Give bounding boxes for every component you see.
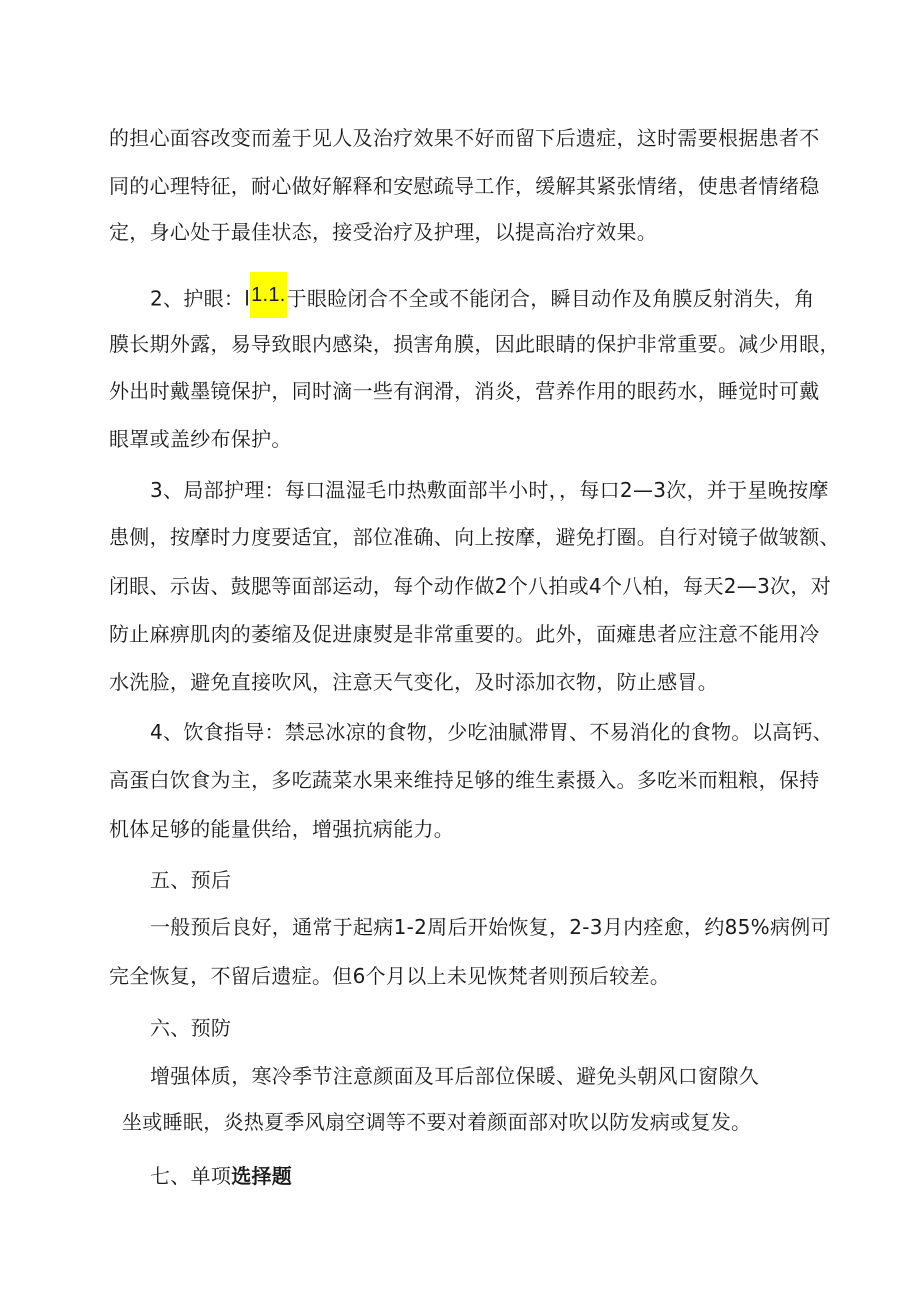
eye-care-line-4: 眼罩或盖纱布保护。 xyxy=(109,427,292,451)
local-care-line-1: 3、局部护理：每口温湿毛巾热敷面部半小时，，每口2—3次，并于星晚按摩 xyxy=(150,478,829,502)
eye-care-line-2: 膜长期外露，易导致眼内感染，损害角膜，因此眼睛的保护非常重要。减少用眼， xyxy=(109,332,840,356)
prevention-line-1: 增强体质，寒冷季节注意颜面及耳后部位保暖、避免头朝风口窗隙久 xyxy=(150,1064,759,1088)
diet-line-3: 机体足够的能量供给，增强抗病能力。 xyxy=(109,817,455,841)
local-care-line-2: 患侧，按摩时力度要适宜，部位准确、向上按摩，避免打圈。自行对镜子做皱额、 xyxy=(109,525,840,549)
quiz-heading-bold: 选择题 xyxy=(231,1164,293,1188)
prognosis-line-1: 一般预后良好，通常于起病1-2周后开始恢复，2-3月内痊愈，约85%病例可 xyxy=(150,915,831,939)
local-care-line-5: 水洗脸，避免直接吹风，注意天气变化，及时添加衣物，防止感冒。 xyxy=(109,670,718,694)
local-care-line-3: 闭眼、示齿、鼓腮等面部运动，每个动作做2个八拍或4个八柏，每天2—3次，对 xyxy=(109,574,831,598)
prevention-heading: 六、预防 xyxy=(150,1016,232,1040)
eye-care-marker: l xyxy=(244,286,251,311)
prognosis-line-2: 完全恢复，不留后遗症。但6个月以上未见恢梵者则预后较差。 xyxy=(109,964,671,988)
diet-line-2: 高蛋白饮食为主，多吃蔬菜水果来维持足够的维生素摄入。多吃米而粗粮，保持 xyxy=(109,768,820,792)
prognosis-heading: 五、预后 xyxy=(150,868,232,892)
prevention-line-2: 坐或睡眠，炎热夏季风扇空调等不要对着颜面部对吹以防发病或复发。 xyxy=(122,1110,752,1134)
quiz-heading xyxy=(150,1162,292,1190)
quiz-heading-prefix: 七、单项 xyxy=(150,1164,232,1188)
intro-line-3: 定，身心处于最佳状态，接受治疗及护理，以提高治疗效果。 xyxy=(109,220,658,244)
local-care-line-4: 防止麻痹肌肉的萎缩及促进康熨是非常重要的。此外，面瘫患者应注意不能用冷 xyxy=(109,622,820,646)
intro-line-1: 的担心面容改变而羞于见人及治疗效果不好而留下后遗症，这时需要根据患者不 xyxy=(109,126,820,150)
eye-care-line-1 xyxy=(150,282,814,318)
intro-line-2: 同的心理特征，耐心做好解释和安慰疏导工作，缓解其紧张情绪，使患者情绪稳 xyxy=(109,174,820,198)
eye-care-prefix: 2、护眼： xyxy=(150,286,245,311)
diet-line-1: 4、饮食指导：禁忌冰凉的食物，少吃油腻滞胃、不易消化的食物。以高钙、 xyxy=(150,720,833,744)
highlighted-marker: 1.1. xyxy=(250,272,287,318)
eye-care-line-3: 外出时戴墨镜保护，同时滴一些有润滑，消炎，营养作用的眼药水，睡觉时可戴 xyxy=(109,379,820,403)
eye-care-line-1-rest: 于眼睑闭合不全或不能闭合，瞬目动作及角膜反射消失，角 xyxy=(286,286,815,311)
